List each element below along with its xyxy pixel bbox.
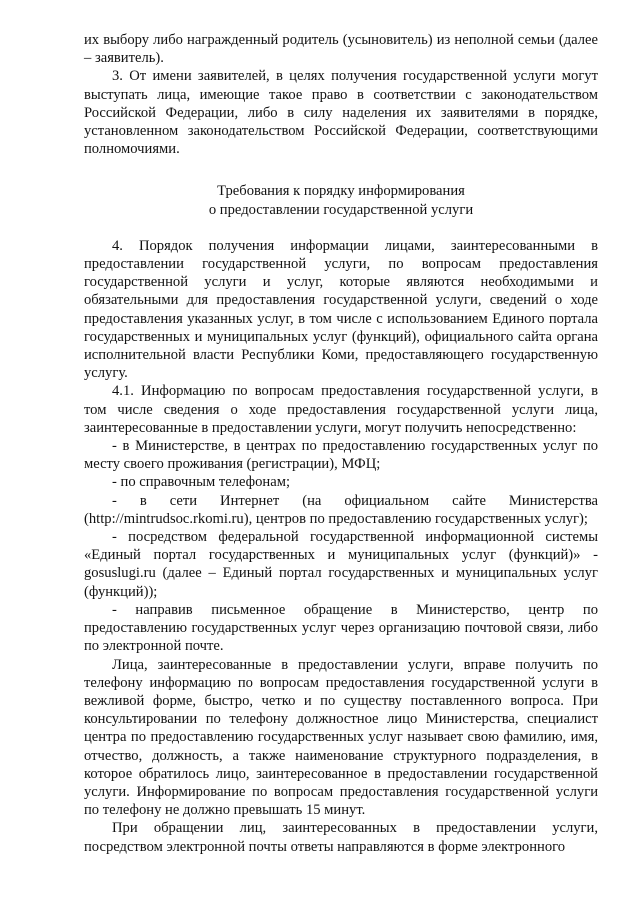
paragraph-phone-consulting: Лица, заинтересованные в предоставлении услуги, вправе получить по телефону информацию по вопросам предоставления государственной услуги в вежливой форме, быстро, четко и по существу поставленного вопроса. При консультировании по телефону должностное лицо Министерства, специалист центра по предоставлению государственных услуг называет свою фамилию, имя, отчество, должность, а также наименование структурного подразделения, в которое обратилось лицо, заинтересованное в предоставлении государственной услуги. Информирование по вопросам предоставления государственной услуги по телефону не должно превышать 15 минут. [84, 656, 598, 819]
paragraph-email-requests: При обращении лиц, заинтересованных в предоставлении услуги, посредством электронной почты ответы направляются в форме электронного [84, 820, 598, 855]
paragraph-4: 4. Порядок получения информации лицами, заинтересованными в предоставлении государственной услуги, по вопросам предоставления государственной услуги и услуг, которые являются необходимыми и обязательными для предоставления государственной услуги, сведений о ходе предоставления указанных услуг, в том числе с использованием Единого портала государственных и муниципальных услуг (функций), официального сайта органа исполнительной власти Республики Коми, предоставляющего государственную услугу. [84, 237, 598, 382]
section-heading-line-1: Требования к порядку информирования [217, 183, 465, 200]
paragraph-applicant-continuation: их выбору либо награжденный родитель (усыновитель) из неполной семьи (далее – заявитель). [84, 32, 598, 67]
paragraph-3: 3. От имени заявителей, в целях получения государственной услуги могут выступать лица, имеющие такое право в соответствии с законодательством Российской Федерации, либо в силу наделения их заявителями в порядке, установленном законодательством Российской Федерации, соответствующими полномочиями. [84, 68, 598, 158]
paragraph-4-1: 4.1. Информацию по вопросам предоставления государственной услуги, в том числе сведения о ходе предоставления государственной услуги лица, заинтересованные в предоставлении услуги, могут получить непосредственно: [84, 383, 598, 436]
list-item-internet: - в сети Интернет (на официальном сайте Министерства (http://mintrudsoc.rkomi.ru), центров по предоставлению государственных услуг); [84, 492, 598, 527]
section-heading-line-2: о предоставлении государственной услуги [208, 201, 474, 218]
list-item-written-request: - направив письменное обращение в Министерство, центр по предоставлению государственных услуг через организацию почтовой связи, либо по электронной почте. [84, 601, 598, 655]
list-item-ministry: - в Министерстве, в центрах по предоставлению государственных услуг по месту своего проживания (регистрации), МФЦ; [84, 438, 598, 473]
list-item-portal: - посредством федеральной государственной информационной системы «Единый портал государственных и муниципальных услуг (функций)» - gosuslugi.ru (далее – Единый портал государственных и муниципальных услуг (функций)); [84, 529, 598, 600]
list-item-phones: - по справочным телефонам; [112, 474, 290, 491]
document-text [84, 31, 598, 856]
